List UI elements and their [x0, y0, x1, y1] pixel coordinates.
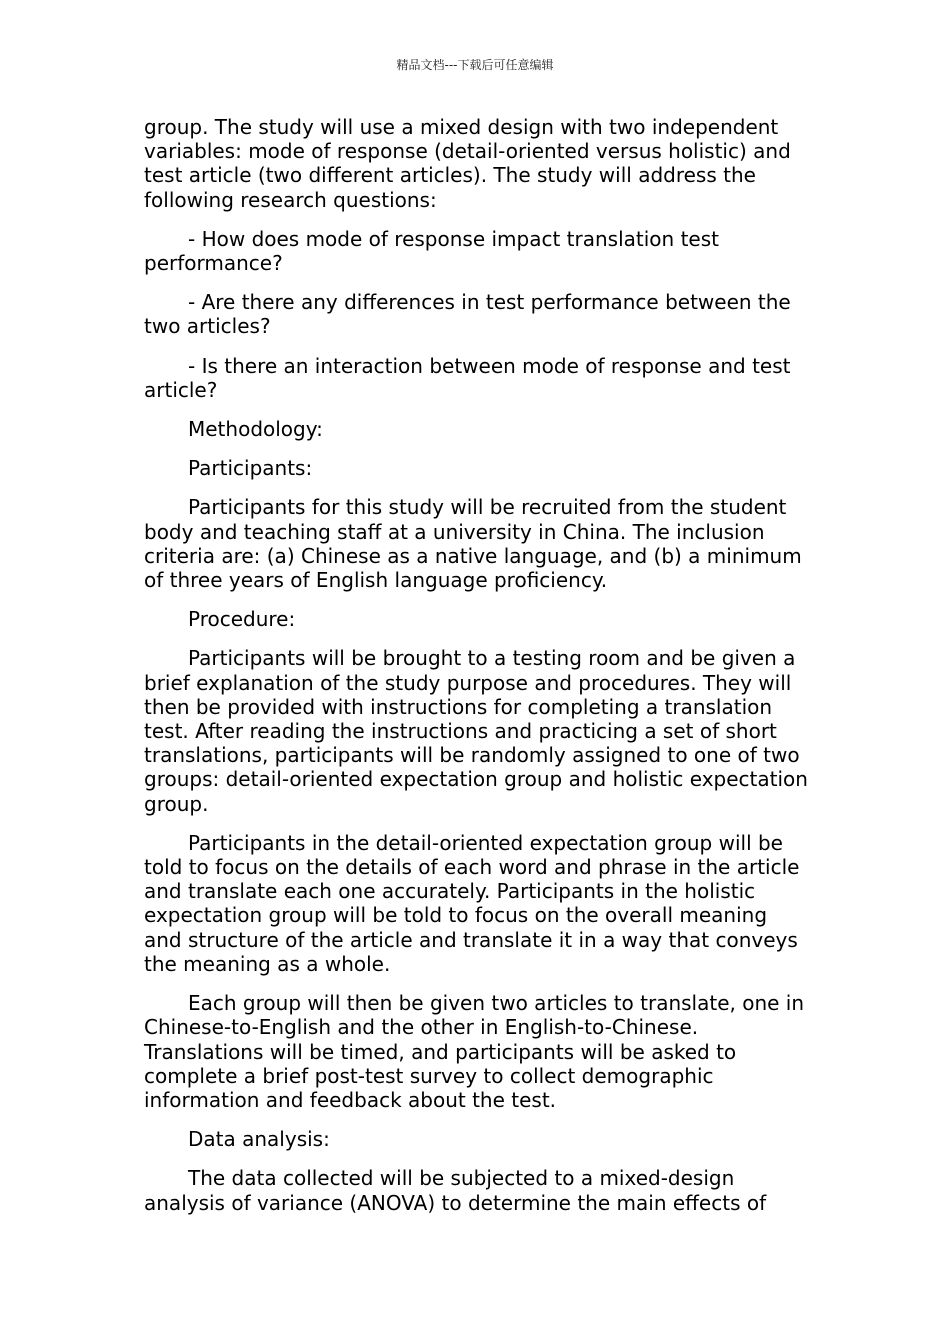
paragraph-data-analysis: The data collected will be subjected to a mixed-design analysis of variance (ANOVA) to determine the main effects of [144, 1166, 767, 1215]
paragraph-study-design: group. The study will use a mixed design with two independent variables: mode of response (detail-oriented versus holistic) and test article (two different articles). The study will address the following research questions: [144, 115, 791, 212]
document-body [144, 115, 808, 1230]
page-header: 精品文档---下载后可任意编辑 [396, 58, 554, 72]
paragraph-procedure-2: Participants in the detail-oriented expectation group will be told to focus on the details of each word and phrase in the article and translate each one accurately. Participants in the holistic expectation group will be told to focus on the overall meaning and structure of the article and translate it in a way that conveys the meaning as a whole. [144, 830, 800, 976]
paragraph-procedure-3: Each group will then be given two articles to translate, one in Chinese-to-English and the other in English-to-Chinese. Translations will be timed, and participants will be asked to complete a brief post-test survey to collect demographic information and feedback about the test. [144, 991, 805, 1112]
research-question-2: - Are there any differences in test performance between the two articles? [144, 290, 791, 339]
research-question-1: - How does mode of response impact translation test performance? [144, 226, 719, 276]
paragraph-procedure-1: Participants will be brought to a testing room and be given a brief explanation of the study purpose and procedures. They will then be provided with instructions for completing a translation test. After reading the instructions and practicing a set of short translations, participants will be randomly assigned to one of two groups: detail-oriented expectation group and holistic expectation group. [144, 646, 808, 816]
research-question-3: - Is there an interaction between mode of response and test article? [144, 353, 791, 402]
heading-participants: Participants: [188, 456, 313, 481]
heading-procedure: Procedure: [188, 607, 296, 632]
paragraph-participants: Participants for this study will be recruited from the student body and teaching staff at a university in China. The inclusion criteria are: (a) Chinese as a native language, and (b) a minimum of three years of English language proficiency. [144, 495, 802, 593]
heading-data-analysis: Data analysis: [188, 1127, 330, 1152]
heading-methodology: Methodology: [188, 417, 323, 442]
